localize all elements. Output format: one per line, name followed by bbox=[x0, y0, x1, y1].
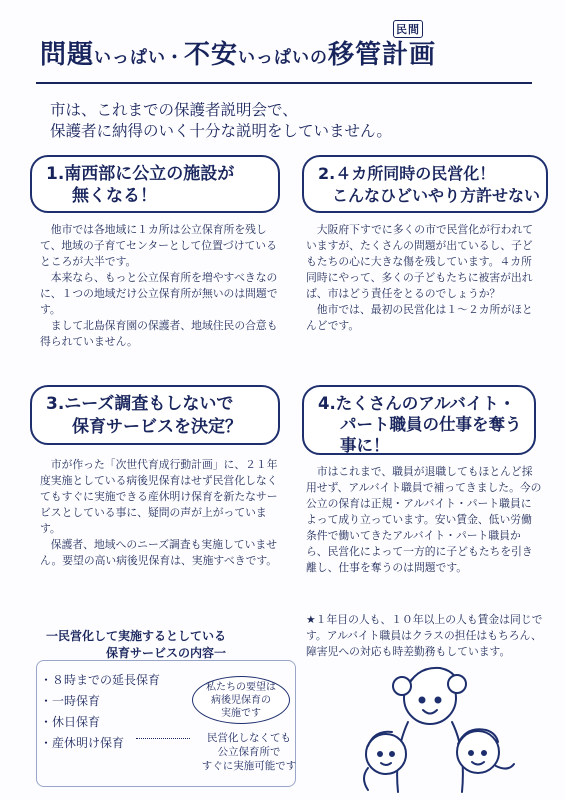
section-4-body bbox=[306, 464, 542, 576]
service-item: ・８時までの延長保育 bbox=[40, 673, 161, 687]
services-heading-line-2: 保育サービスの内容一 bbox=[106, 646, 227, 660]
title-part-1: 問題 bbox=[40, 40, 95, 70]
note-line-1: 民営化しなくても bbox=[207, 732, 291, 744]
services-heading bbox=[46, 628, 286, 662]
bubble-line-2: 病後児保育の bbox=[211, 694, 271, 706]
intro-text bbox=[50, 100, 520, 142]
section-1-heading-line-1: 1.南西部に公立の施設が bbox=[46, 164, 235, 184]
section-1-paragraph-3: まして北島保育園の保護者、地域住民の合意も得られていません。 bbox=[40, 319, 278, 348]
section-4-paragraph-1: 市はこれまで、職員が退職してもほとんど採用せず、アルバイト職員で補ってきました。今の公立の保育は正規・アルバイト・パート職員によって成り立っています。安い賃金、低い労働条件で働いてきたアルバイト・パート職員から、民営化によって一方的に子どもたちを引き離し、仕事を奪うのは問題です。 bbox=[306, 465, 542, 574]
section-1-paragraph-2: 本来なら、もっと公立保育所を増やすべきなのに、１つの地域だけ公立保育所が無いのは問題です。 bbox=[40, 271, 278, 316]
section-4-heading-line-1: 4.たくさんのアルバイト・ bbox=[318, 394, 516, 413]
section-1-body bbox=[40, 222, 280, 350]
section-4-heading-box bbox=[302, 385, 536, 455]
service-item: ・産休明け保育 bbox=[40, 736, 125, 750]
footnote: ★１年目の人も、１０年以上の人も賃金は同じです。アルバイト職員はクラスの担任はもちろん、障害児への対応も時差勤務もしています。 bbox=[306, 613, 543, 658]
children-illustration bbox=[350, 658, 550, 798]
services-list bbox=[40, 670, 190, 754]
section-3-heading-box bbox=[30, 385, 280, 445]
section-3-paragraph-2: 保護者、地域へのニーズ調査も実施していません。要望の高い病後児保育は、実施すべきです。 bbox=[40, 538, 278, 567]
service-item: ・休日保育 bbox=[40, 715, 101, 729]
note-line-2: 公立保育所で bbox=[217, 746, 281, 758]
section-2-heading-line-2: こんなひどいやり方許せない bbox=[332, 186, 541, 205]
section-3-body bbox=[40, 457, 280, 569]
dotted-leader bbox=[136, 738, 190, 739]
services-heading-line-1: 一民営化して実施するとしている bbox=[46, 629, 227, 643]
section-4-heading-line-3: 事に！ bbox=[340, 436, 390, 455]
bubble-line-3: 実施です bbox=[221, 707, 261, 719]
title-minkan-ruby: 民間 bbox=[393, 20, 423, 38]
title-part-4: いっぱいの bbox=[238, 48, 329, 68]
section-1-heading-line-2: 無くなる！ bbox=[72, 186, 157, 206]
title-part-5: 移管計画 bbox=[328, 40, 437, 70]
title-underline bbox=[36, 82, 532, 84]
service-item: ・一時保育 bbox=[40, 694, 101, 708]
request-bubble bbox=[192, 676, 290, 724]
section-3-paragraph-1: 市が作った「次世代育成行動計画」に、２１年度実施としている病後児保育はせず民営化しなくてもすぐに実施できる産休明け保育を新たなサービスとしている事に、疑問の声が上がっています。 bbox=[40, 458, 278, 535]
section-3-heading-line-2: 保育サービスを決定？ bbox=[72, 417, 242, 437]
page-title bbox=[40, 23, 530, 84]
section-1-paragraph-1: 他市では各地域に１カ所は公立保育所を残して、地域の子育てセンターとして位置づけているところが大半です。 bbox=[40, 223, 277, 268]
section-2-paragraph-1: 大阪府下すでに多くの市で民営化が行われていますが、たくさんの問題が出ているし、子どもたちの心に大きな傷を残しています。４カ所同時にやって、多くの子どもたちに被害が出れば、市はどう責任をとるのでしょうか？ bbox=[306, 223, 534, 300]
bubble-line-1: 私たちの要望は bbox=[206, 681, 276, 693]
section-2-heading-box bbox=[302, 155, 548, 213]
title-part-2: いっぱい・ bbox=[94, 48, 185, 68]
note-line-3: すぐに実施可能です bbox=[201, 760, 297, 772]
section-4-heading-line-2: パート職員の仕事を奪う bbox=[340, 415, 522, 434]
section-3-heading-line-1: 3.ニーズ調査もしないで bbox=[46, 394, 234, 414]
title-part-3: 不安 bbox=[184, 40, 239, 70]
intro-line-1: 市は、これまでの保護者説明会で、 bbox=[50, 101, 298, 119]
section-1-heading-box bbox=[30, 155, 280, 213]
intro-line-2: 保護者に納得のいく十分な説明をしていません。 bbox=[50, 122, 392, 140]
section-2-body bbox=[306, 222, 542, 334]
section-2-paragraph-2: 他市では、最初の民営化は１～２カ所がほとんどです。 bbox=[306, 303, 533, 332]
services-note bbox=[190, 731, 308, 773]
section-2-heading-line-1: 2.４カ所同時の民営化！ bbox=[318, 164, 496, 183]
